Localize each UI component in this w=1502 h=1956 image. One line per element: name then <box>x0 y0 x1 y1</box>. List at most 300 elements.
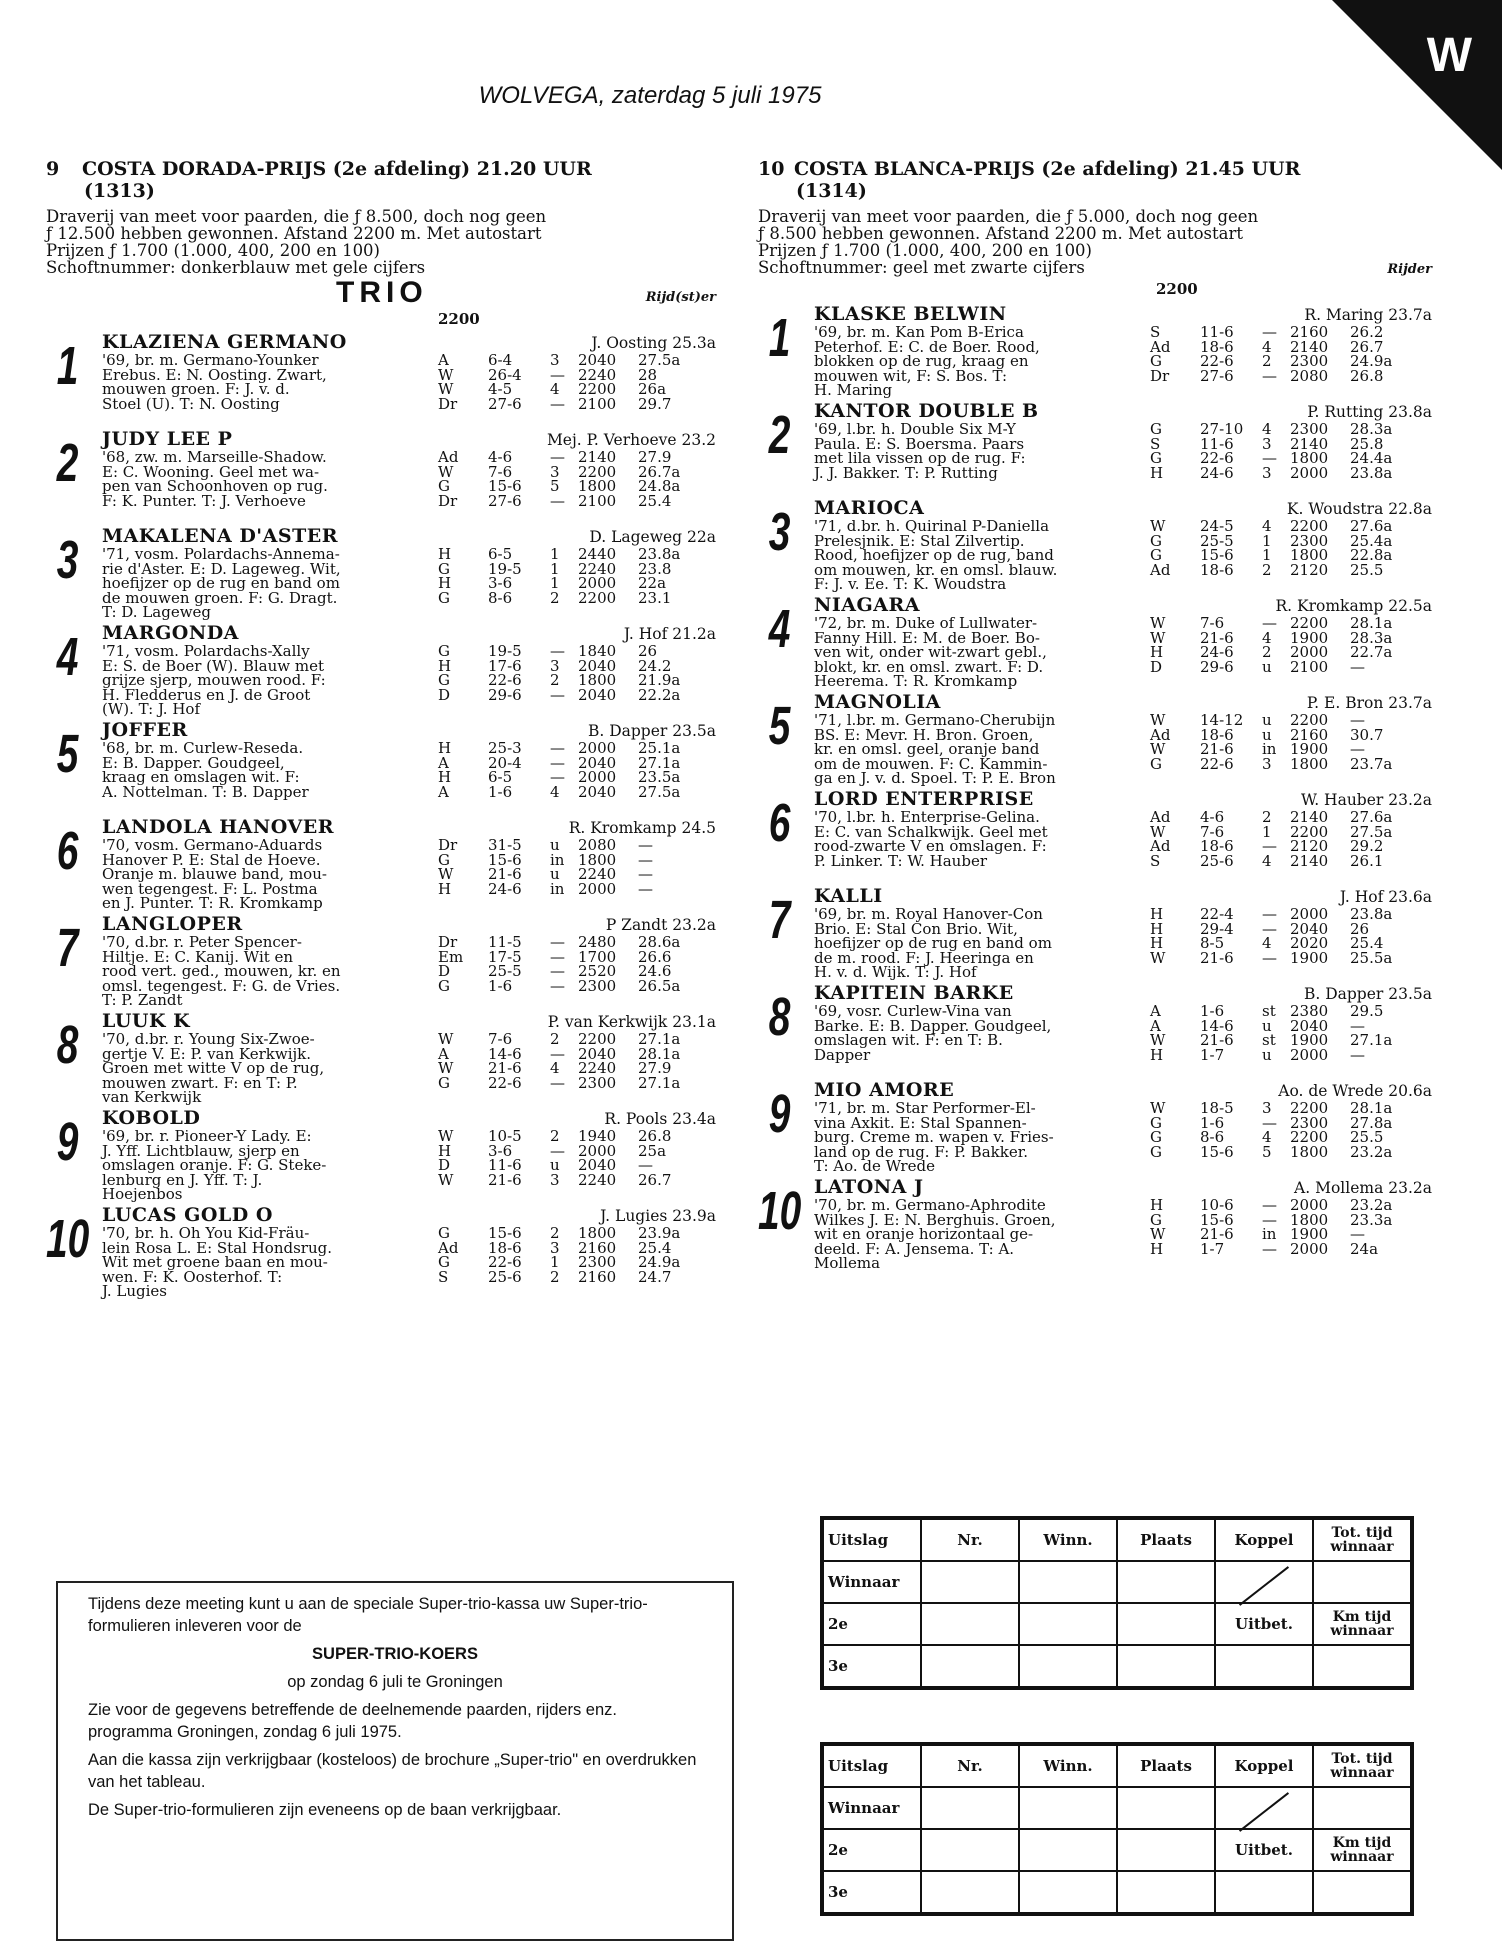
col-header: Plaats <box>1117 1518 1215 1561</box>
form-cell: W <box>438 462 454 481</box>
form-cell: — <box>1262 1210 1277 1229</box>
form-cell: 2160 <box>1290 725 1329 744</box>
description-line: H. Maring <box>814 381 893 399</box>
description-line: H. Fledderus en J. de Groot <box>102 685 311 704</box>
form-cell: 2140 <box>1290 434 1329 453</box>
entry-cell[interactable] <box>1019 1561 1117 1603</box>
form-cell: 23.7a <box>1350 754 1393 773</box>
form-cell: 24.2 <box>638 656 672 675</box>
race-title <box>758 158 1438 202</box>
form-cell: 26.2 <box>1350 323 1384 341</box>
form-cell: 1 <box>1262 822 1272 841</box>
form-cell: Dr <box>438 836 458 854</box>
form-cell: D <box>438 685 451 704</box>
description-line: mouwen groen. F: J. v. d. <box>102 380 290 398</box>
form-cell: 4 <box>550 782 560 801</box>
form-cell: Ad <box>438 448 459 466</box>
form-table <box>1150 325 1410 383</box>
form-cell: 2240 <box>578 559 617 578</box>
form-cell: 2300 <box>1290 531 1329 550</box>
form-cell: 26a <box>638 380 667 398</box>
form-cell: 2160 <box>1290 323 1329 341</box>
distance: 2200 <box>1156 280 1198 298</box>
form-cell: 25.5a <box>1350 948 1393 967</box>
form-cell: 27.1a <box>638 1073 681 1092</box>
form-cell: 4-6 <box>488 448 513 466</box>
form-cell: 1800 <box>1290 754 1329 773</box>
form-cell: u <box>550 865 560 883</box>
rider-name: B. Dapper 23.5a <box>1303 985 1432 1003</box>
race-conditions <box>46 208 722 276</box>
form-cell: W <box>1150 822 1166 841</box>
form-cell: 2300 <box>578 976 617 995</box>
entries-header <box>46 276 722 332</box>
description-line: '71, l.br. m. Germano-Cherubijn <box>814 711 1056 729</box>
horse-description <box>814 907 1150 980</box>
form-table <box>438 1129 698 1187</box>
race-9 <box>46 158 722 1302</box>
description-line: F: J. v. Ee. T: K. Woudstra <box>814 575 1007 593</box>
form-cell: 26-4 <box>488 365 522 384</box>
form-cell: 5 <box>550 477 560 495</box>
description-line: E: C. van Schalkwijk. Geel met <box>814 822 1048 841</box>
start-number: 6 <box>56 821 79 881</box>
entry-cell[interactable] <box>1313 1787 1412 1829</box>
result-table-1 <box>820 1516 1414 1690</box>
form-cell: 3 <box>550 462 560 481</box>
form-cell: 29-6 <box>488 685 522 704</box>
notice-subheading: op zondag 6 juli te Groningen <box>287 1673 503 1691</box>
form-cell: 2080 <box>1290 366 1329 385</box>
form-cell: H <box>438 739 452 757</box>
horse-description <box>814 1101 1150 1174</box>
entry-cell[interactable] <box>1215 1871 1313 1914</box>
form-cell: H <box>1150 934 1164 952</box>
horse-name: JUDY LEE P <box>102 428 233 450</box>
row-label: 2e <box>822 1603 921 1645</box>
horse-name: KAPITEIN BARKE <box>814 982 1014 1004</box>
prizes: Prijzen ƒ 1.700 (1.000, 400, 200 en 100) <box>46 241 380 260</box>
description-line: omslagen wit. F: en T: B. <box>814 1031 1003 1049</box>
form-row <box>438 688 698 703</box>
form-cell: in <box>1262 740 1277 758</box>
rider-name: P Zandt 23.2a <box>605 916 716 934</box>
form-cell: u <box>1262 657 1272 676</box>
form-cell: 2200 <box>1290 1099 1329 1117</box>
form-table <box>1150 1004 1410 1062</box>
form-cell: Ad <box>1150 725 1171 744</box>
form-cell: 31-5 <box>488 836 522 854</box>
form-cell: 24-6 <box>488 879 522 898</box>
form-row <box>438 838 698 853</box>
description-line: '69, br. m. Germano-Younker <box>102 351 319 369</box>
description-line: Hoejenbos <box>102 1185 183 1203</box>
entry-cell[interactable] <box>1117 1871 1215 1914</box>
form-cell: — <box>1262 323 1277 341</box>
description-line: omslagen oranje. F: G. Steke- <box>102 1156 327 1174</box>
form-cell: 2000 <box>578 1141 617 1160</box>
form-cell: 28.1a <box>1350 1099 1393 1117</box>
form-cell: 1900 <box>1290 628 1329 647</box>
form-cell: Dr <box>438 933 458 951</box>
horse-name: JOFFER <box>102 719 188 741</box>
form-cell: 22.2a <box>638 685 681 704</box>
form-cell: in <box>550 879 565 898</box>
form-cell: 2 <box>550 588 560 607</box>
rider-name: J. Hof 23.6a <box>1339 888 1432 906</box>
horse-name: NIAGARA <box>814 594 920 616</box>
form-cell: 2 <box>1262 352 1272 370</box>
horse-entry <box>46 720 722 817</box>
entry-cell[interactable] <box>1019 1871 1117 1914</box>
form-cell: 2300 <box>1290 352 1329 370</box>
form-cell: 2100 <box>1290 657 1329 676</box>
condition-line: Draverij van meet voor paarden, die ƒ 5.000, doch nog geen <box>758 207 1259 226</box>
description-line: om de mouwen. F: C. Kammin- <box>814 754 1048 773</box>
horse-entry <box>758 983 1438 1080</box>
entry-cell[interactable] <box>1117 1603 1215 1645</box>
form-table <box>1150 1101 1410 1159</box>
form-cell: H <box>438 545 452 563</box>
entry-cell[interactable] <box>1019 1645 1117 1688</box>
form-cell: 26 <box>638 642 658 660</box>
entry-cell[interactable] <box>1019 1603 1117 1645</box>
form-cell: 2000 <box>578 879 617 898</box>
condition-line: Draverij van meet voor paarden, die ƒ 8.500, doch nog geen <box>46 207 547 226</box>
form-cell: — <box>550 976 565 995</box>
form-cell: 2140 <box>1290 808 1329 826</box>
form-cell: 21-6 <box>1200 948 1234 967</box>
start-number: 6 <box>768 793 791 853</box>
form-cell: — <box>550 933 565 951</box>
form-cell: 29.5 <box>1350 1002 1384 1020</box>
form-cell: S <box>1150 434 1161 453</box>
description-line: Rood, hoefijzer op de rug, band <box>814 546 1054 564</box>
form-cell: 4 <box>1262 628 1272 647</box>
form-cell: 1840 <box>578 642 617 660</box>
form-row <box>1150 728 1410 743</box>
form-cell: 3-6 <box>488 1141 513 1160</box>
description-line: T: Ao. de Wrede <box>814 1157 935 1175</box>
form-cell: 27.5a <box>1350 822 1393 841</box>
form-cell: 17-6 <box>488 656 522 675</box>
form-cell: A <box>1150 1002 1161 1020</box>
form-cell: G <box>1150 754 1162 773</box>
description-line: omsl. tegengest. F: G. de Vries. <box>102 976 341 995</box>
form-cell: G <box>438 559 450 578</box>
form-cell: 1800 <box>1290 1210 1329 1229</box>
form-row <box>1150 660 1410 675</box>
form-cell: — <box>638 1156 653 1174</box>
form-cell: 21-6 <box>1200 1031 1234 1049</box>
horse-name: KALLI <box>814 885 883 907</box>
form-cell: 2440 <box>578 545 617 563</box>
entry-cell[interactable] <box>1117 1645 1215 1688</box>
form-cell: Dr <box>1150 366 1170 385</box>
form-cell: G <box>1150 1142 1162 1161</box>
entry-cell[interactable] <box>1313 1871 1412 1914</box>
horse-name: LUUK K <box>102 1010 191 1032</box>
form-cell: — <box>1350 1225 1365 1243</box>
form-cell: 1-6 <box>1200 1113 1225 1132</box>
form-cell: W <box>438 1059 454 1077</box>
form-cell: 1940 <box>578 1127 617 1145</box>
horse-description <box>814 1004 1150 1062</box>
description-line: A. Nottelman. T: B. Dapper <box>102 782 309 801</box>
description-line: de m. rood. F: J. Heeringa en <box>814 948 1034 967</box>
form-row <box>1150 951 1410 966</box>
start-number: 7 <box>56 918 79 978</box>
form-cell: 1800 <box>1290 546 1329 564</box>
form-cell: 3 <box>550 351 560 369</box>
form-cell: W <box>438 865 454 883</box>
form-cell: W <box>1150 517 1166 535</box>
description-line: wit en oranje horizontaal ge- <box>814 1225 1034 1243</box>
form-cell: 29-6 <box>1200 657 1234 676</box>
form-cell: 24-6 <box>1200 463 1234 482</box>
form-cell: 24.9a <box>638 1253 681 1271</box>
form-cell: 5 <box>1262 1142 1272 1161</box>
description-line: '70, l.br. h. Enterprise-Gelina. <box>814 808 1040 826</box>
form-cell: W <box>1150 948 1166 967</box>
form-cell: 26.7a <box>638 462 681 481</box>
form-cell: 15-6 <box>1200 1142 1234 1161</box>
form-cell: 2120 <box>1290 560 1329 579</box>
form-cell: 15-6 <box>488 477 522 495</box>
form-cell: H <box>438 656 452 675</box>
form-cell: 25.4 <box>1350 934 1384 952</box>
form-cell: — <box>550 448 565 466</box>
form-cell: 3 <box>1262 434 1272 453</box>
rider-name: J. Hof 21.2a <box>623 625 716 643</box>
col-header: Uitslag <box>822 1744 921 1787</box>
form-row <box>438 1144 698 1159</box>
description-line: burg. Creme m. wapen v. Fries- <box>814 1128 1054 1146</box>
form-cell: — <box>550 1044 565 1063</box>
form-cell: 2240 <box>578 1059 617 1077</box>
description-line: de mouwen groen. F: G. Dragt. <box>102 588 338 607</box>
entry-cell[interactable] <box>921 1603 1019 1645</box>
form-row <box>1150 757 1410 772</box>
description-line: Fanny Hill. E: M. de Boer. Bo- <box>814 628 1040 647</box>
form-cell: 10-5 <box>488 1127 522 1145</box>
form-cell: 1700 <box>578 947 617 966</box>
form-cell: A <box>438 782 449 801</box>
form-cell: Ad <box>1150 808 1171 826</box>
entry-cell[interactable] <box>921 1787 1019 1829</box>
form-cell: 24.7 <box>638 1267 672 1286</box>
horse-entry <box>758 789 1438 886</box>
horse-description <box>814 810 1150 868</box>
form-cell: 4 <box>550 1059 560 1077</box>
form-cell: 25.4 <box>638 491 672 510</box>
description-line: J. J. Bakker. T: P. Rutting <box>814 463 998 482</box>
entry-cell[interactable] <box>921 1829 1019 1871</box>
form-cell: 25.4a <box>1350 531 1393 550</box>
horse-name: LANDOLA HANOVER <box>102 816 335 838</box>
form-cell: 3 <box>550 1238 560 1257</box>
entry-cell[interactable] <box>1313 1645 1412 1688</box>
form-cell: — <box>550 753 565 772</box>
form-cell: 1800 <box>578 850 617 869</box>
form-cell: H <box>1150 643 1164 661</box>
description-line: '68, zw. m. Marseille-Shadow. <box>102 448 327 466</box>
form-cell: 26.6 <box>638 947 672 966</box>
form-cell: Dr <box>438 491 458 510</box>
race-name: COSTA DORADA-PRIJS (2e afdeling) 21.20 UUR <box>82 158 592 180</box>
horse-description <box>814 713 1150 786</box>
description-line: Groen met witte V op de rug, <box>102 1059 325 1077</box>
description-line: Hanover P. E: Stal de Hoeve. <box>102 850 321 869</box>
form-cell: 2080 <box>578 836 617 854</box>
form-cell: 2380 <box>1290 1002 1329 1020</box>
horse-entry <box>46 1108 722 1205</box>
form-cell: 2140 <box>578 448 617 466</box>
form-cell: 2120 <box>1290 837 1329 855</box>
entry-cell[interactable] <box>921 1645 1019 1688</box>
entry-cell[interactable] <box>1117 1829 1215 1871</box>
form-cell: 1-6 <box>488 976 513 995</box>
form-cell: G <box>438 976 450 995</box>
form-cell: 2 <box>1262 643 1272 661</box>
form-cell: 28.1a <box>638 1044 681 1063</box>
form-cell: 23.8 <box>638 559 672 578</box>
form-cell: 4 <box>1262 934 1272 952</box>
start-number: 8 <box>56 1015 79 1075</box>
form-row <box>438 979 698 994</box>
form-cell: 24.6 <box>638 962 672 980</box>
horse-description <box>102 353 438 411</box>
description-line: Wit met groene baan en mou- <box>102 1253 328 1271</box>
entry-cell[interactable] <box>1313 1561 1412 1603</box>
form-cell: 26 <box>1350 919 1370 938</box>
form-cell: — <box>1262 449 1277 467</box>
form-cell: 1 <box>550 559 560 578</box>
form-cell: 28.1a <box>1350 614 1393 632</box>
form-cell: u <box>1262 1016 1272 1035</box>
entry-cell[interactable] <box>1019 1787 1117 1829</box>
form-cell: — <box>1262 1196 1277 1214</box>
distance: 2200 <box>438 310 480 328</box>
entry-cell[interactable] <box>1019 1829 1117 1871</box>
form-cell: — <box>1262 614 1277 632</box>
form-cell: 4 <box>1262 420 1272 438</box>
form-cell: D <box>438 1156 451 1174</box>
entry-cell[interactable] <box>1215 1645 1313 1688</box>
horse-entry <box>46 332 722 429</box>
form-cell: 20-4 <box>488 753 522 772</box>
form-cell: 2140 <box>1290 851 1329 870</box>
horse-description <box>814 519 1150 592</box>
description-line: E: C. Wooning. Geel met wa- <box>102 462 320 481</box>
form-cell: 2000 <box>1290 905 1329 923</box>
entry-cell[interactable] <box>921 1871 1019 1914</box>
description-line: H. v. d. Wijk. T: J. Hof <box>814 963 977 981</box>
form-cell: 2140 <box>1290 337 1329 356</box>
form-table <box>1150 713 1410 771</box>
description-line: mouwen wit, F: S. Bos. T: <box>814 366 1008 385</box>
form-row <box>1150 1145 1410 1160</box>
form-cell: 27.9 <box>638 448 672 466</box>
form-cell: H <box>438 768 452 786</box>
form-cell: 23.8a <box>1350 905 1393 923</box>
koppel-slash-cell <box>1215 1787 1313 1829</box>
description-line: en J. Punter. T: R. Kromkamp <box>102 894 323 912</box>
form-row <box>1150 466 1410 481</box>
horse-name: MIO AMORE <box>814 1079 955 1101</box>
description-line: blokken op de rug, kraag en <box>814 352 1029 370</box>
uitbet-label: Uitbet. <box>1215 1603 1313 1645</box>
form-cell: 22.8a <box>1350 546 1393 564</box>
notice-heading: SUPER-TRIO-KOERS <box>312 1645 478 1663</box>
form-cell: W <box>1150 1225 1166 1243</box>
rider-header: Rijd(st)er <box>645 290 716 305</box>
form-cell: Ad <box>1150 337 1171 356</box>
form-cell: — <box>1350 711 1365 729</box>
form-cell: 22-6 <box>488 1253 522 1271</box>
form-cell: W <box>1150 628 1166 647</box>
rider-name: A. Mollema 23.2a <box>1294 1179 1432 1197</box>
form-cell: 23.9a <box>638 1224 681 1242</box>
form-cell: — <box>1262 1239 1277 1258</box>
form-cell: 22-6 <box>488 1073 522 1092</box>
description-line: lenburg en J. Yff. T: J. <box>102 1170 263 1189</box>
form-cell: D <box>1150 657 1163 676</box>
description-line: hoefijzer op de rug en band om <box>102 574 340 592</box>
form-cell: 22-4 <box>1200 905 1234 923</box>
form-cell: 15-6 <box>1200 546 1234 564</box>
race-code: (1313) <box>84 180 155 202</box>
form-cell: W <box>438 1030 454 1048</box>
race-name: COSTA BLANCA-PRIJS (2e afdeling) 21.45 UUR <box>794 158 1301 180</box>
entry-cell[interactable] <box>1117 1561 1215 1603</box>
form-cell: — <box>550 962 565 980</box>
result-table-2 <box>820 1742 1414 1916</box>
form-cell: 1-7 <box>1200 1239 1225 1258</box>
form-cell: 1 <box>1262 546 1272 564</box>
form-cell: — <box>550 365 565 384</box>
horse-name: LANGLOPER <box>102 913 243 935</box>
form-cell: 27.9 <box>638 1059 672 1077</box>
form-cell: 23.3a <box>1350 1210 1393 1229</box>
description-line: '70, vosm. Germano-Aduards <box>102 836 323 854</box>
form-cell: — <box>1350 657 1365 676</box>
entry-cell[interactable] <box>1117 1787 1215 1829</box>
col-header: Nr. <box>921 1518 1019 1561</box>
description-line: kraag en omslagen wit. F: <box>102 768 300 786</box>
form-cell: 24.4a <box>1350 449 1393 467</box>
entry-cell[interactable] <box>921 1561 1019 1603</box>
form-cell: 2040 <box>578 753 617 772</box>
form-cell: 28 <box>638 365 658 384</box>
horse-name: MARGONDA <box>102 622 239 644</box>
form-cell: W <box>438 380 454 398</box>
race-number: 9 <box>46 158 60 180</box>
form-cell: 2040 <box>1290 1016 1329 1035</box>
form-cell: 1800 <box>578 1224 617 1242</box>
form-cell: — <box>550 1073 565 1092</box>
form-cell: G <box>438 850 450 869</box>
shoulder-number: Schoftnummer: donkerblauw met gele cijfers <box>46 258 426 277</box>
form-cell: 26.1 <box>1350 851 1384 870</box>
form-cell: — <box>550 1141 565 1160</box>
km-label: Km tijd winnaar <box>1313 1829 1412 1871</box>
form-cell: — <box>550 947 565 966</box>
description-line: Heerema. T: R. Kromkamp <box>814 672 1018 690</box>
form-cell: 21-6 <box>488 865 522 883</box>
horse-name: MAKALENA D'ASTER <box>102 525 338 547</box>
form-cell: 22-6 <box>1200 449 1234 467</box>
